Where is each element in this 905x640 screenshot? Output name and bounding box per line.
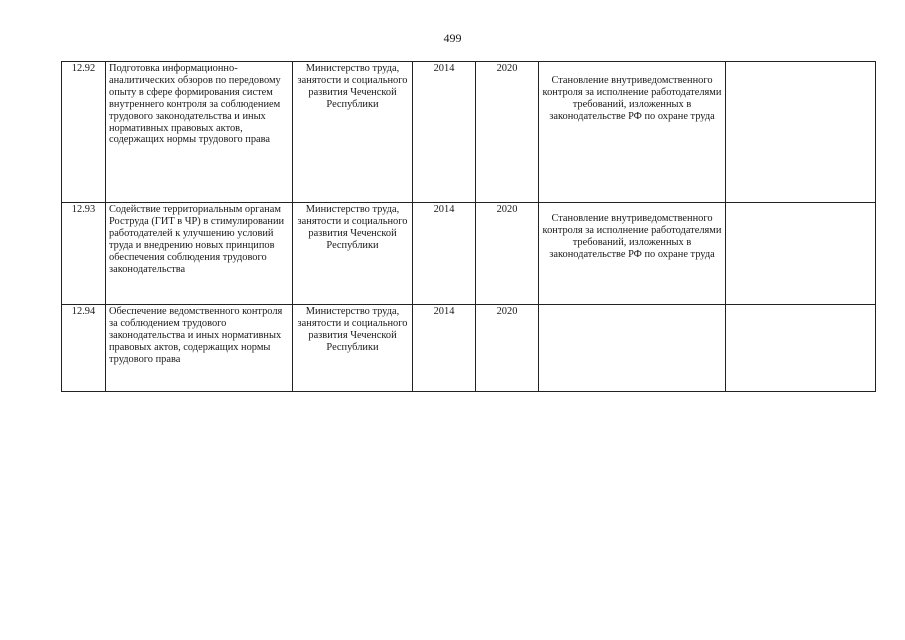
activity-cell: Содействие территориальным органам Роструда (ГИТ в ЧР) в стимулировании работодателей к улучшению условий труда и внедрению новых принципов обеспечения соблюдения трудового законодательства [106,203,293,305]
result-cell: Становление внутриведомственного контроля за исполнение работодателями требований, изложенных в законодательстве РФ по охране труда [539,203,726,305]
executor-cell: Министерство труда, занятости и социального развития Чеченской Республики [293,62,413,203]
end-year-cell: 2020 [476,305,539,392]
end-year-cell: 2020 [476,62,539,203]
executor-cell: Министерство труда, занятости и социального развития Чеченской Республики [293,203,413,305]
row-number: 12.92 [62,62,106,203]
table-row [62,62,876,203]
row-number: 12.94 [62,305,106,392]
table-row [62,305,876,392]
table-row [62,203,876,305]
activity-cell: Обеспечение ведомственного контроля за соблюдением трудового законодательства и иных нормативных правовых актов, содержащих нормы трудового права [106,305,293,392]
start-year-cell: 2014 [413,62,476,203]
executor-cell: Министерство труда, занятости и социального развития Чеченской Республики [293,305,413,392]
start-year-cell: 2014 [413,305,476,392]
note-cell [726,305,876,392]
result-cell: Становление внутриведомственного контроля за исполнение работодателями требований, изложенных в законодательстве РФ по охране труда [539,62,726,203]
end-year-cell: 2020 [476,203,539,305]
result-cell [539,305,726,392]
page-number: 499 [443,31,462,45]
activity-cell: Подготовка информационно-аналитических обзоров по передовому опыту в сфере формирования систем внутреннего контроля за соблюдением трудового законодательства и иных нормативных правовых актов, содержащих нормы трудового права [106,62,293,203]
note-cell [726,203,876,305]
start-year-cell: 2014 [413,203,476,305]
measures-table [61,61,876,392]
note-cell [726,62,876,203]
row-number: 12.93 [62,203,106,305]
